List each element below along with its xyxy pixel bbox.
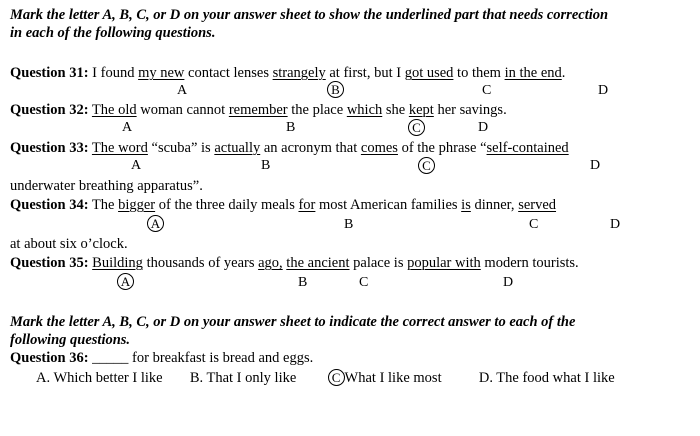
option-letter-a-circled: A — [147, 215, 164, 233]
question-31 — [10, 64, 565, 82]
question-label: Question 33: — [10, 140, 89, 156]
question-text: most American families — [315, 197, 462, 213]
underlined-part-a: The old — [91, 102, 137, 118]
question-text: of the three daily meals — [155, 197, 299, 213]
option-letter-d: D — [590, 158, 601, 173]
question-label: Question 35: — [10, 255, 89, 271]
option-d: D. The food what I like — [478, 370, 615, 386]
question-text: of the phrase “ — [397, 140, 487, 156]
question-text: I found — [88, 65, 139, 81]
question-text: dinner, — [470, 197, 519, 213]
underlined-part-a: Building — [92, 255, 143, 271]
question-text-continued: at about six o’clock. — [10, 236, 128, 252]
question-text: . — [561, 65, 566, 81]
question-text: “scuba” is — [147, 140, 215, 156]
option-a: A. Which better I like — [36, 370, 163, 386]
underlined-part-a: my new — [138, 65, 185, 81]
option-letter-c-circled: C — [408, 119, 425, 137]
question-text: modern tourists. — [480, 255, 579, 271]
question-text: an acronym that — [260, 140, 361, 156]
underlined-part-b: for — [298, 197, 316, 213]
option-letter-b: B — [286, 120, 296, 135]
question-35 — [10, 254, 579, 272]
underlined-part-b: ago, — [258, 255, 283, 271]
question-34 — [10, 196, 556, 214]
option-letter-d: D — [478, 120, 489, 135]
underlined-part-d: popular with — [407, 255, 481, 271]
underlined-part-c: which — [346, 102, 383, 118]
option-letter-b: B — [261, 158, 271, 173]
underlined-part-c: comes — [360, 140, 398, 156]
underlined-part-c: is — [461, 197, 471, 213]
option-letter-d: D — [610, 217, 621, 232]
instruction-line: Mark the letter A, B, C, or D on your answer sheet to indicate the correct answer to each of the — [10, 314, 576, 330]
question-33 — [10, 139, 569, 157]
underlined-part-b: strangely — [272, 65, 326, 81]
option-letter-d: D — [503, 275, 514, 290]
option-letter-a: A — [122, 120, 133, 135]
underlined-part-a: The word — [91, 140, 148, 156]
option-letter-b: B — [344, 217, 354, 232]
question-text: contact lenses — [184, 65, 273, 81]
underlined-part-c: the ancient — [286, 255, 350, 271]
question-text: woman cannot — [136, 102, 229, 118]
option-letter-a-circled: A — [117, 273, 134, 291]
instruction-line: following questions. — [10, 332, 131, 348]
option-letter-c-circled: C — [418, 157, 435, 175]
question-32 — [10, 101, 507, 119]
answer-options — [36, 369, 615, 387]
question-36 — [10, 349, 313, 367]
option-letter-c: C — [482, 83, 492, 98]
underlined-part-b: remember — [228, 102, 288, 118]
option-c-circled-letter: C — [328, 369, 345, 386]
question-text: palace is — [349, 255, 408, 271]
question-label: Question 31: — [10, 65, 89, 81]
option-letter-b-circled: B — [327, 81, 344, 99]
question-label: Question 36: — [10, 350, 89, 366]
answer-blank: _____ — [88, 350, 133, 366]
option-letter-c: C — [529, 217, 539, 232]
option-letter-a: A — [177, 83, 188, 98]
instruction-line: in each of the following questions. — [10, 25, 216, 41]
instruction-line: Mark the letter A, B, C, or D on your answer sheet to show the underlined part that needs correction — [10, 7, 609, 23]
option-letter-c: C — [359, 275, 369, 290]
underlined-part-d: served — [518, 197, 557, 213]
question-text: her savings. — [433, 102, 507, 118]
question-text: thousands of years — [142, 255, 259, 271]
question-text: for breakfast is bread and eggs. — [132, 350, 314, 366]
option-c: What I like most — [344, 370, 442, 386]
option-letter-b: B — [298, 275, 308, 290]
underlined-part-a: bigger — [118, 197, 156, 213]
question-text: The — [88, 197, 119, 213]
question-text: to them — [453, 65, 505, 81]
option-letter-a: A — [131, 158, 142, 173]
question-label: Question 34: — [10, 197, 89, 213]
question-text: at first, but I — [325, 65, 405, 81]
question-label: Question 32: — [10, 102, 89, 118]
underlined-part-d: self-contained — [486, 140, 569, 156]
option-b: B. That I only like — [189, 370, 297, 386]
underlined-part-d: in the end — [504, 65, 562, 81]
underlined-part-d: kept — [408, 102, 434, 118]
question-text: the place — [287, 102, 347, 118]
question-text: she — [382, 102, 409, 118]
underlined-part-c: got used — [404, 65, 454, 81]
option-letter-d: D — [598, 83, 609, 98]
question-text-continued: underwater breathing apparatus”. — [10, 178, 203, 194]
underlined-part-b: actually — [214, 140, 261, 156]
